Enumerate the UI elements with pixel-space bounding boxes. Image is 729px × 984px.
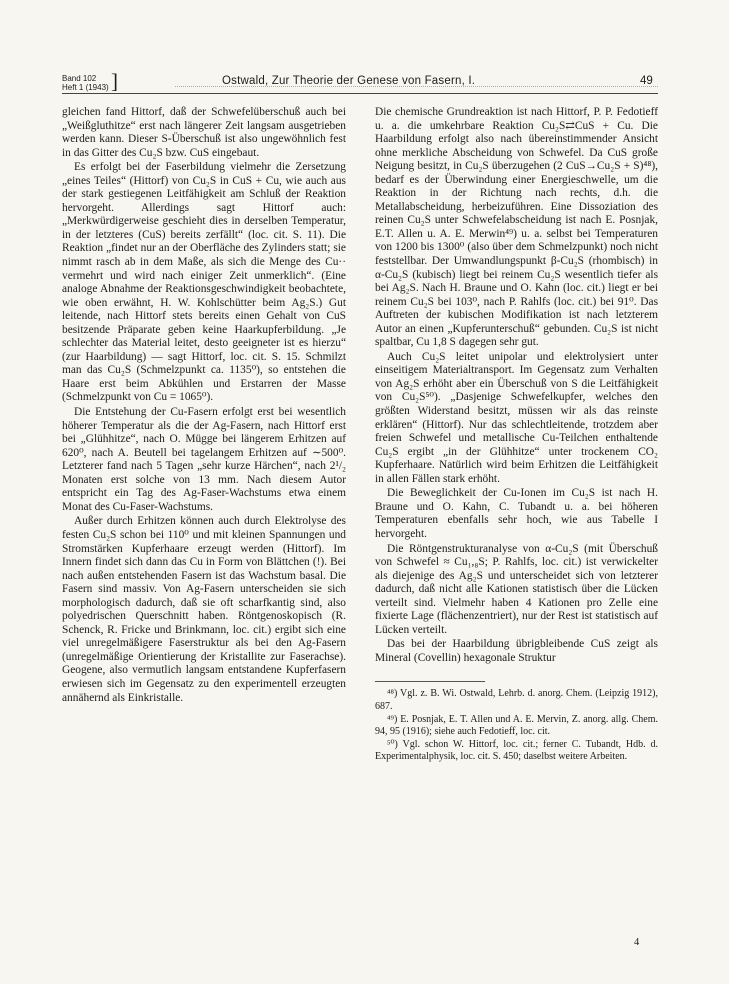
paragraph: Die Entstehung der Cu-Fasern erfolgt erst bei wesentlich höherer Temperatur als die der Ag-Fasern, nach Hittorf erst bei „Glühhitze“, nach O. Mügge bei längerem Erhitzen auf 620⁰, nach A. Beutell bei tagelangem Erhitzen auf ∼500⁰. Letzterer fand nach 5 Tagen „sehr kurze Härchen“, nach 2¹/₂ Monaten erst solche von 13 mm. Nach diesem Autor entspricht ein Tag des Ag-Faser-Wachstums etwa einem Monat des Cu-Faser-Wachstums. xyxy=(62,406,346,513)
footnote: ⁴⁹) E. Posnjak, E. T. Allen und A. E. Mervin, Z. anorg. allg. Chem. 94, 95 (1916); siehe auch Fedotieff, loc. cit. xyxy=(375,713,658,738)
paragraph: Die Röntgenstrukturanalyse von α-Cu₂S (mit Überschuß von Schwefel ≈ Cu₁,₈S; P. Rahlfs, loc. cit.) ist verwickelter als diejenige des Ag₂S und unterscheidet sich von letzterer dadurch, daß nicht alle Kationen statistisch über die Lücken verteilt sind. Vielmehr haben 4 Kationen pro Zelle eine fixierte Lage (flächenzentriert), nur der Rest ist statistisch auf Lücken verteilt. xyxy=(375,542,658,636)
footnotes xyxy=(375,688,658,763)
footnote: ⁵⁰) Vgl. schon W. Hittorf, loc. cit.; ferner C. Tubandt, Hdb. d. Experimentalphysik, loc. cit. S. 450; daselbst weitere Arbeiten. xyxy=(375,739,658,763)
page-number: 49 xyxy=(640,75,653,87)
header-rule xyxy=(62,93,658,94)
volume-label: Band 102 xyxy=(62,74,97,83)
paragraph: Auch Cu₂S leitet unipolar und elektrolysiert unter einseitigem Materialtransport. Im Gegensatz zum Verhalten von Ag₂S erhöht aber ein Überschuß von S die Leitfähigkeit von Cu₂S⁵⁰). „Dasjenige Schwefelkupfer, welches den größten Widerstand besitzt, müssen wir als das reinste erklären“ (Hittorf). Nur das schlechtleitende, trotzdem aber freien Schwefel und metallische Cu-Teilchen enthaltende Cu₂S ergibt „in der Glühhitze“ unter trockenem CO₂ Kupferhaare. Natürlich wird beim Erhitzen die Leitfähigkeit in allen Fällen stark erhöht. xyxy=(375,350,658,485)
sheet-number: 4 xyxy=(634,937,640,948)
footnote-rule xyxy=(375,681,485,688)
volume-info xyxy=(62,74,109,92)
right-column xyxy=(375,106,658,764)
footnote: ⁴⁸) Vgl. z. B. Wi. Ostwald, Lehrb. d. anorg. Chem. (Leipzig 1912), 687. xyxy=(375,688,658,712)
issue-label: Heft 1 (1943) xyxy=(62,83,109,92)
paragraph: Es erfolgt bei der Faserbildung vielmehr die Zersetzung „eines Teiles“ (Hittorf) von Cu₂S in CuS + Cu, wie auch aus der stark gestiegenen Leitfähigkeit am Schluß der Reaktion hervorgeht. Allerdings sagt Hittorf auch: „Merkwürdigerweise geschieht dies in derselben Temperatur, in der letzteres (CuS) bereits zerfällt“ (loc. cit. S. 11). Die Reaktion „findet nur an der Oberfläche des Zylinders statt; sie nimmt rasch ab in dem Maße, als sich die Menge des Cu·· vermehrt und wird nach einiger Zeit unmerklich“. (Eine analoge Abnahme der Reaktionsgeschwindigkeit beobachtete, wie oben erwähnt, H. W. Kohlschütter beim Ag₂S.) Gut leitende, nach Hittorf stets bereits einen Gehalt von CuS besitzende Präparate geben keine Haarkupferbildung. „Je schlechter das Material leitet, desto geeigneter ist es hierzu“ (zur Haarbildung) — sagt Hittorf, loc. cit. S. 15. Schmilzt man das Cu₂S (Schmelzpunkt ca. 1135⁰), so entstehen die Haare erst beim Abkühlen und Erstarren der Masse (Schmelzpunkt von Cu = 1065⁰). xyxy=(62,161,346,404)
left-column xyxy=(62,106,346,705)
paragraph: Die Beweglichkeit der Cu-Ionen im Cu₂S ist nach H. Braune und O. Kahn, C. Tubandt u. a. bei höheren Temperaturen ebenfalls sehr hoch, wie aus Tabelle I hervorgeht. xyxy=(375,487,658,540)
paragraph: Die chemische Grundreaktion ist nach Hittorf, P. P. Fedotieff u. a. die umkehrbare Reaktion Cu₂S⇄CuS + Cu. Die Haarbildung erfolgt also nach übereinstimmender Ansicht ohne merkliche Abscheidung von Schwefel. Da CuS große Neigung besitzt, in Cu₂S überzugehen (2 CuS→Cu₂S + S)⁴⁸), bedarf es der Überwindung einer Energieschwelle, um die Reaktion in der Richtung nach rechts, d.h. die Metallabscheidung, herbeizuführen. Eine Dissoziation des reinen Cu₂S unter Schwefelabscheidung ist nach E. Posnjak, E.T. Allen u. A. E. Merwin⁴⁹) u. a. selbst bei Temperaturen von 1200 bis 1300⁰ (also über dem Schmelzpunkt) noch nicht feststellbar. Der Umwandlungspunkt β-Cu₂S (rhombisch) in α-Cu₂S (kubisch) liegt bei reinem Cu₂S wesentlich tiefer als bei Ag₂S. Nach H. Braune und O. Kahn (loc. cit.) liegt er bei reinem Cu₂S bei 103⁰, nach P. Rahlfs (loc. cit.) bei 91⁰. Das Auftreten der kubischen Modifikation ist nach letzterem Autor an einen „Kupferunterschuß“ gebunden. Cu₂S ist nicht spaltbar, Cu 1,8 S dagegen sehr gut. xyxy=(375,106,658,349)
paragraph: Außer durch Erhitzen können auch durch Elektrolyse des festen Cu₂S schon bei 110⁰ und mit kleinen Spannungen und Stromstärken Kupferhaare erzeugt werden (Hittorf). Im Innern findet sich dann das Cu in Form von Blättchen (!). Bei nach außen entstehenden Fasern ist das Wachstum basal. Die Fasern sind massiv. Von Ag-Fasern unterscheiden sie sich morphologisch dadurch, daß sie oft scharfkantig sind, also polyedrischen Querschnitt haben. Röntgenoskopisch (R. Schenck, R. Fricke und Brinkmann, loc. cit.) ergibt sich eine viel unregelmäßigere Faserstruktur als bei den Ag-Fasern (unregelmäßige Orientierung der Kristallite zur Faserachse). Geogene, also vermutlich langsam entstandene Kupferfasern erwiesen sich im Gegensatz zu den experimentell erzeugten annähernd als Einkristalle. xyxy=(62,515,346,704)
paragraph: gleichen fand Hittorf, daß der Schwefelüberschuß auch bei „Weißgluthitze“ erst nach längerer Zeit langsam ausgetrieben werden kann. Dieser S-Überschuß ist also ungewöhnlich fest in das Gitter des Cu₂S bzw. CuS eingebaut. xyxy=(62,106,346,159)
running-title: Ostwald, Zur Theorie der Genese von Fasern, I. xyxy=(222,75,476,87)
page-header xyxy=(0,0,729,100)
paragraph: Das bei der Haarbildung übrigbleibende CuS zeigt als Mineral (Covellin) hexagonale Struktur xyxy=(375,638,658,664)
volume-bracket: ] xyxy=(111,69,118,93)
